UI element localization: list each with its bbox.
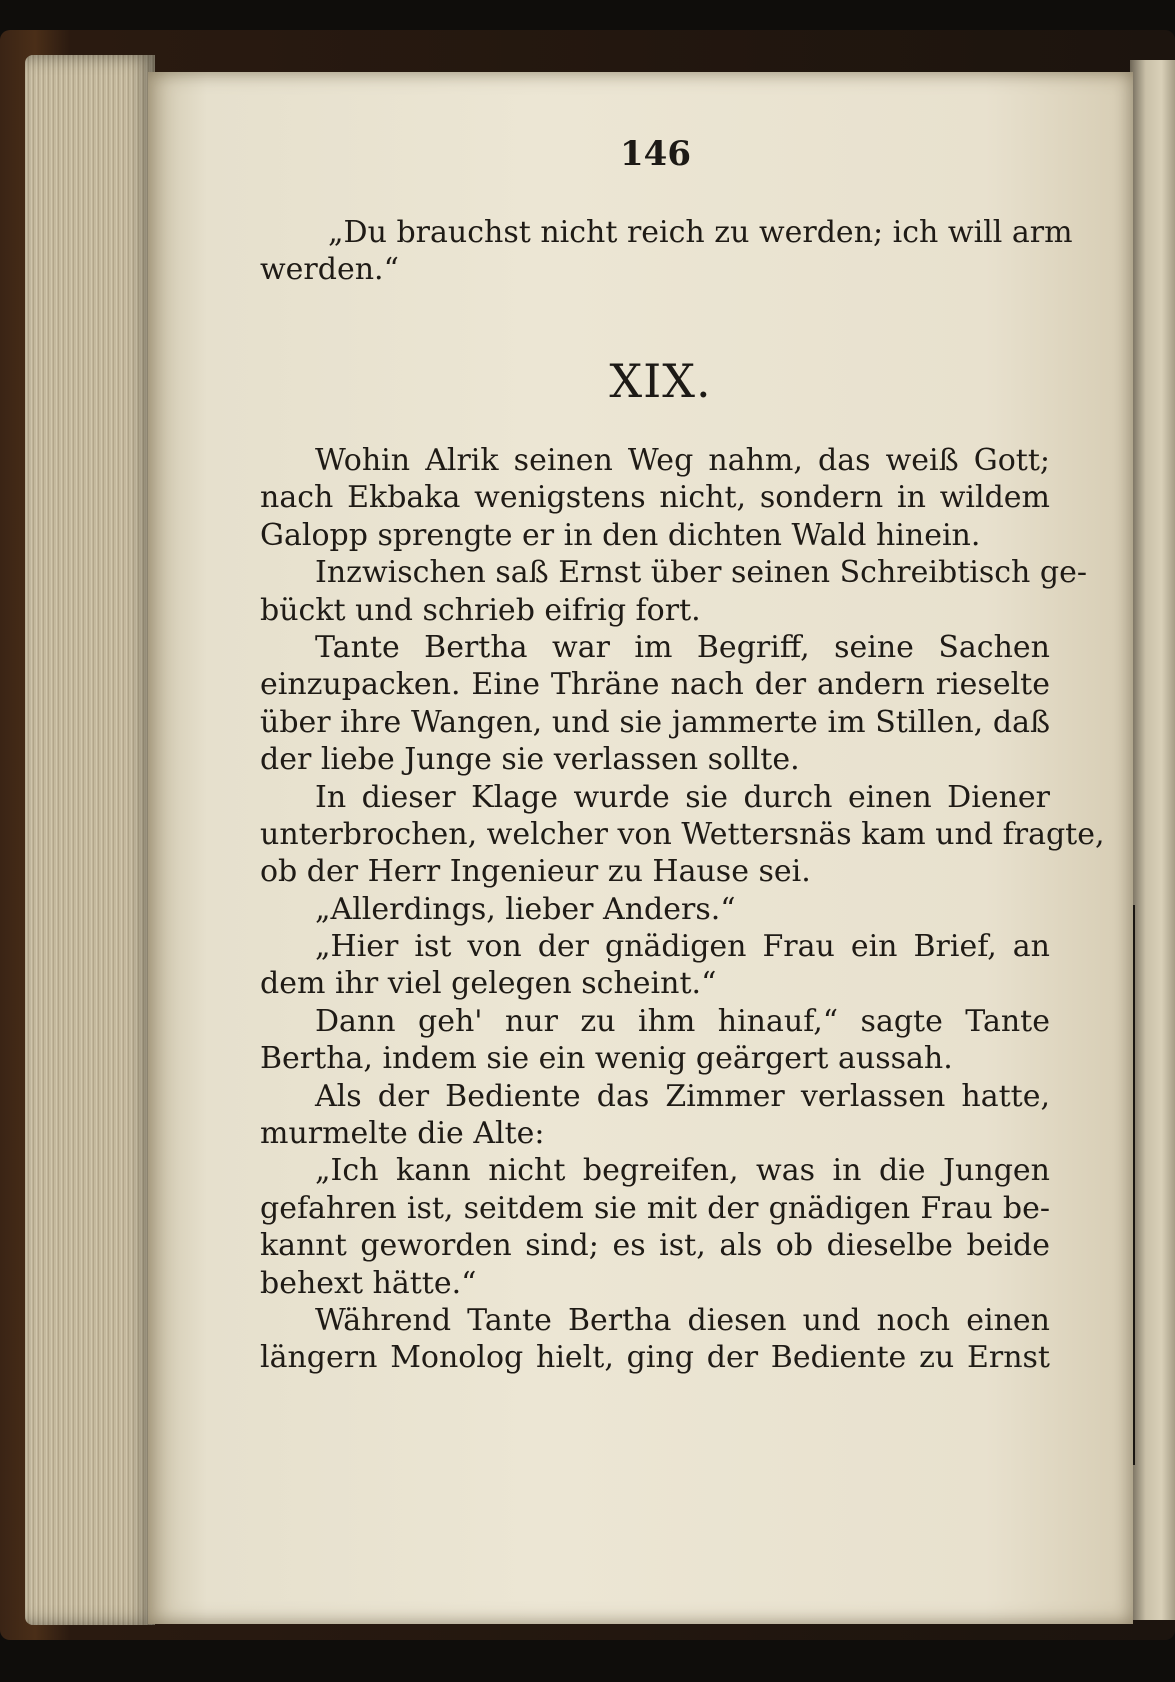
text-line: werden.“ <box>260 252 399 288</box>
text-line: behext hätte.“ <box>260 1265 477 1301</box>
text-line: der liebe Junge sie verlassen sollte. <box>260 742 800 778</box>
page-edges <box>25 55 155 1625</box>
text-line: gefahren ist, seitdem sie mit der gnädigen Frau be- <box>260 1190 1050 1226</box>
text-line: längern Monolog hielt, ging der Bediente zu Ernst <box>260 1340 1050 1376</box>
text-line: „Ich kann nicht begreifen, was in die Jungen <box>315 1153 1050 1189</box>
text-line: Dann geh' nur zu ihm hinauf,“ sagte Tante <box>315 1003 1050 1039</box>
text-line: murmelte die Alte: <box>260 1116 545 1152</box>
text-line: einzupacken. Eine Thräne nach der andern rieselte <box>260 667 1050 703</box>
text-line: über ihre Wangen, und sie jammerte im Stillen, daß <box>260 704 1050 740</box>
text-line: ob der Herr Ingenieur zu Hause sei. <box>260 854 811 890</box>
text-line: „Hier ist von der gnädigen Frau ein Brief, an <box>315 929 1050 965</box>
text-line: nach Ekbaka wenigstens nicht, sondern in wildem <box>260 480 1050 516</box>
chapter-text <box>260 442 1105 1377</box>
text-line: unterbrochen, welcher von Wettersnäs kam und fragte, <box>260 816 1105 852</box>
text-line: Tante Bertha war im Begriff, seine Sachen <box>315 629 1050 665</box>
text-line: bückt und schrieb eifrig fort. <box>260 592 701 628</box>
text-line: dem ihr viel gelegen scheint.“ <box>260 966 717 1002</box>
paragraph-top <box>260 214 1073 289</box>
text-line: Während Tante Bertha diesen und noch einen <box>315 1302 1050 1338</box>
text-line: „Allerdings, lieber Anders.“ <box>315 891 736 927</box>
next-page-edge <box>1130 60 1175 1620</box>
text-line: Inzwischen saß Ernst über seinen Schreibtisch ge- <box>315 555 1087 591</box>
page-number: 146 <box>620 134 691 174</box>
text-line: kannt geworden sind; es ist, als ob dieselbe beide <box>260 1228 1050 1264</box>
text-line: „Du brauchst nicht reich zu werden; ich will arm <box>328 215 1073 250</box>
text-line: Bertha, indem sie ein wenig geärgert aussah. <box>260 1041 953 1077</box>
chapter-heading: XIX. <box>609 354 712 408</box>
text-line: Wohin Alrik seinen Weg nahm, das weiß Gott; <box>315 443 1050 478</box>
text-line: Galopp sprengte er in den dichten Wald hinein. <box>260 517 981 553</box>
book-page <box>148 72 1133 1624</box>
text-line: Als der Bediente das Zimmer verlassen hatte, <box>315 1078 1050 1114</box>
text-line: In dieser Klage wurde sie durch einen Diener <box>315 779 1050 815</box>
